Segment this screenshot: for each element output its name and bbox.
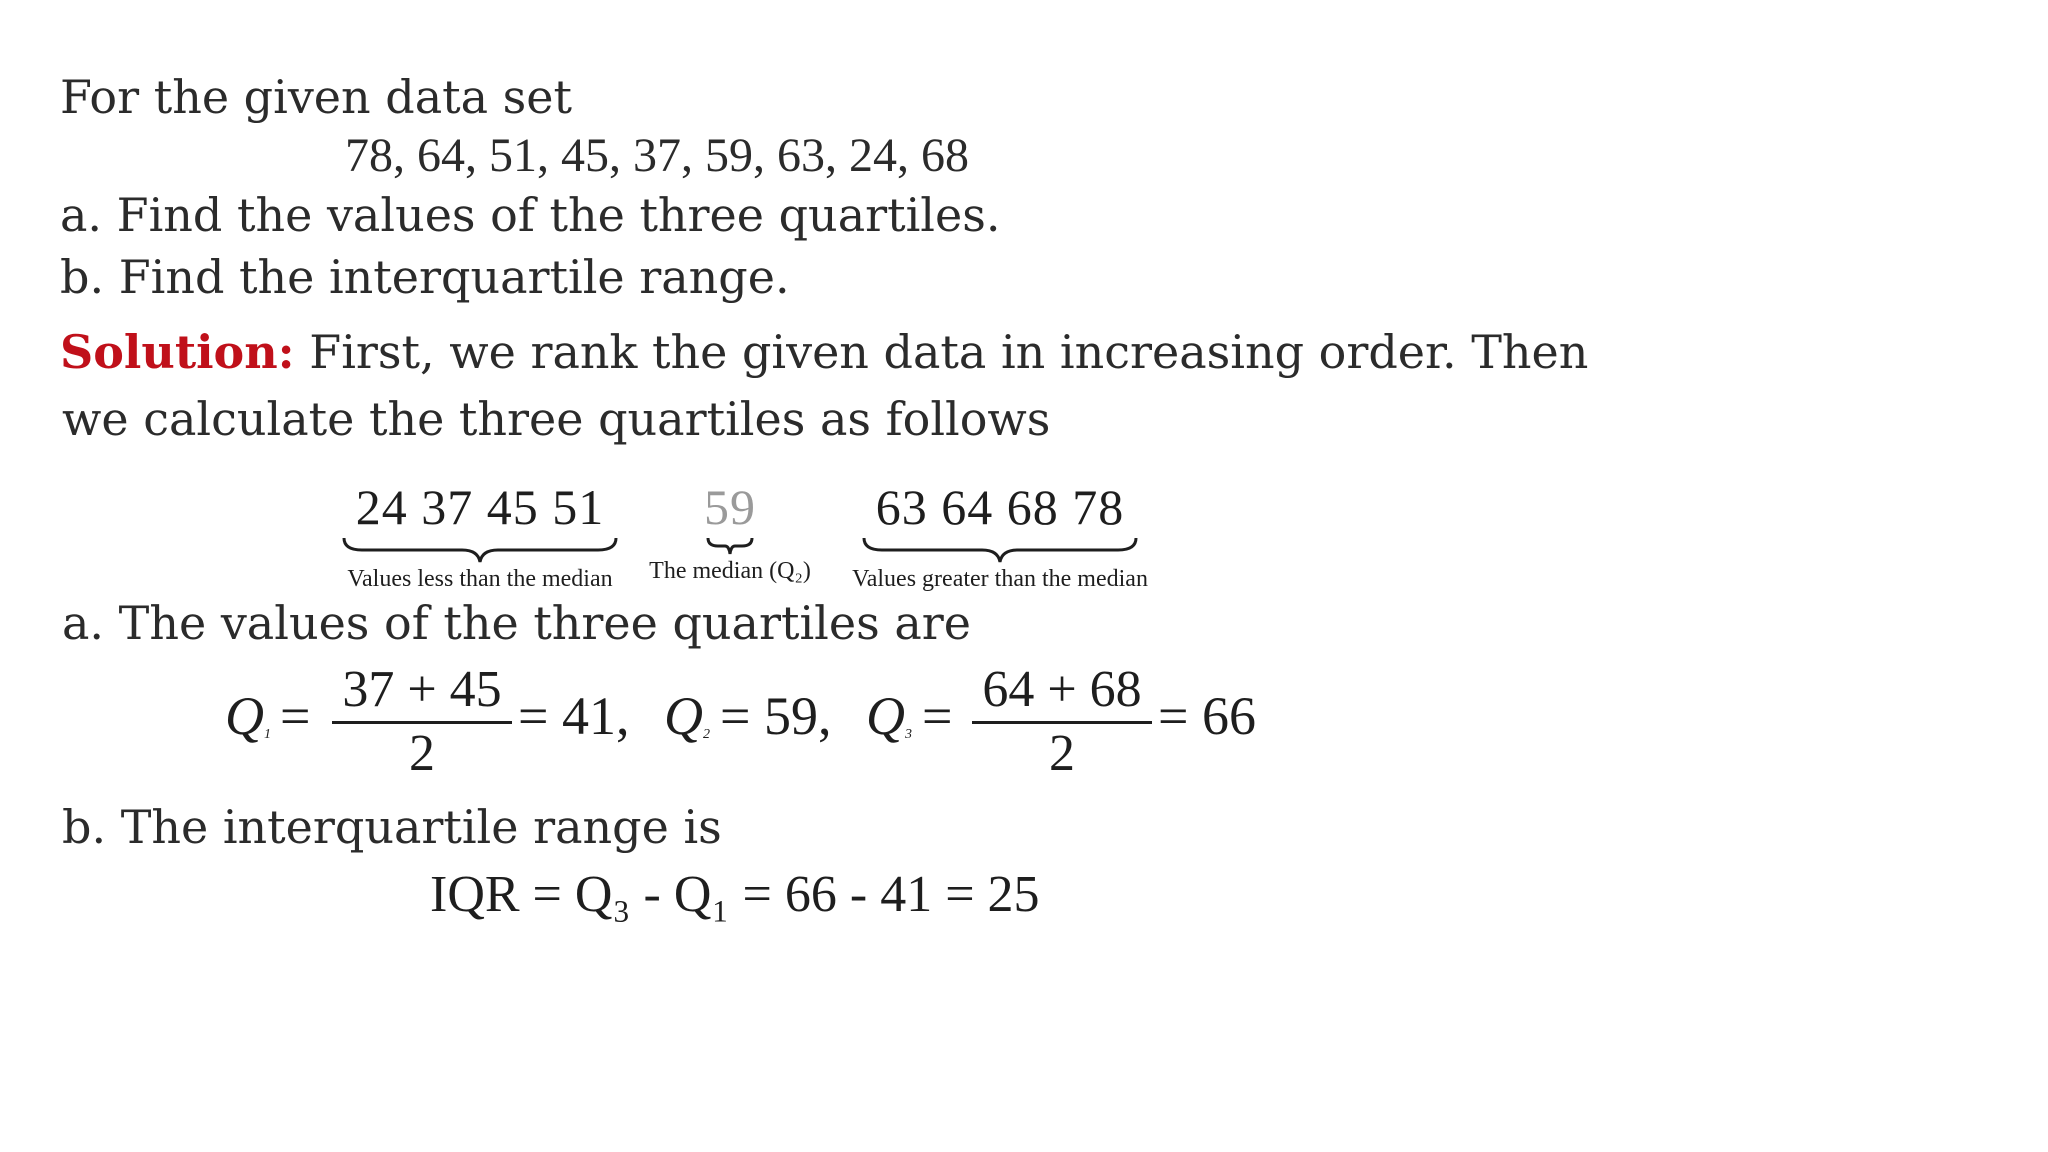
lower-brace (340, 536, 620, 566)
median-brace (705, 536, 755, 558)
iqr-formula: IQR = Q₃ - Q₁ = 66 - 41 = 25 (430, 866, 1040, 923)
q1-label: $Q_1$ (225, 686, 271, 746)
q1-result: = 41, (518, 686, 630, 746)
q1-numerator: 37 + 45 (332, 660, 512, 724)
dataset-values: 78, 64, 51, 45, 37, 59, 63, 24, 68 (345, 129, 969, 182)
q3-denominator: 2 (1049, 725, 1075, 782)
solution-line-2: we calculate the three quartiles as follows (62, 392, 1051, 446)
q1-denominator: 2 (409, 725, 435, 782)
solution-label: Solution: (60, 325, 295, 379)
answer-b-heading: b. The interquartile range is (62, 800, 722, 854)
upper-half-group (840, 478, 1160, 593)
solution-text-1: First, we rank the given data in increasing order. Then (294, 325, 1589, 379)
q3-numerator: 64 + 68 (972, 660, 1152, 724)
q1-fraction (332, 660, 512, 783)
lower-half-group (335, 478, 625, 593)
q1-equals: = (280, 686, 311, 746)
part-a-question: a. Find the values of the three quartiles. (60, 188, 1001, 242)
q3-equals: = (922, 686, 953, 746)
upper-brace (860, 536, 1140, 566)
q2-result: = 59, (720, 686, 832, 746)
median-group (640, 478, 820, 585)
median-value: 59 (704, 479, 756, 535)
median-caption: The median (Q₂) (649, 558, 811, 584)
upper-half-values: 63 64 68 78 (875, 479, 1125, 535)
part-b-question: b. Find the interquartile range. (60, 250, 790, 304)
q2-label: $Q_2$ (664, 686, 710, 746)
q3-fraction (972, 660, 1152, 783)
answer-a-heading: a. The values of the three quartiles are (62, 596, 971, 650)
solution-line-1 (60, 325, 1588, 379)
q3-result: = 66 (1158, 686, 1256, 746)
q3-label: $Q_3$ (866, 686, 912, 746)
lower-half-caption: Values less than the median (347, 566, 613, 592)
upper-half-caption: Values greater than the median (852, 566, 1148, 592)
lower-half-values: 24 37 45 51 (355, 479, 605, 535)
problem-intro: For the given data set (60, 70, 572, 124)
